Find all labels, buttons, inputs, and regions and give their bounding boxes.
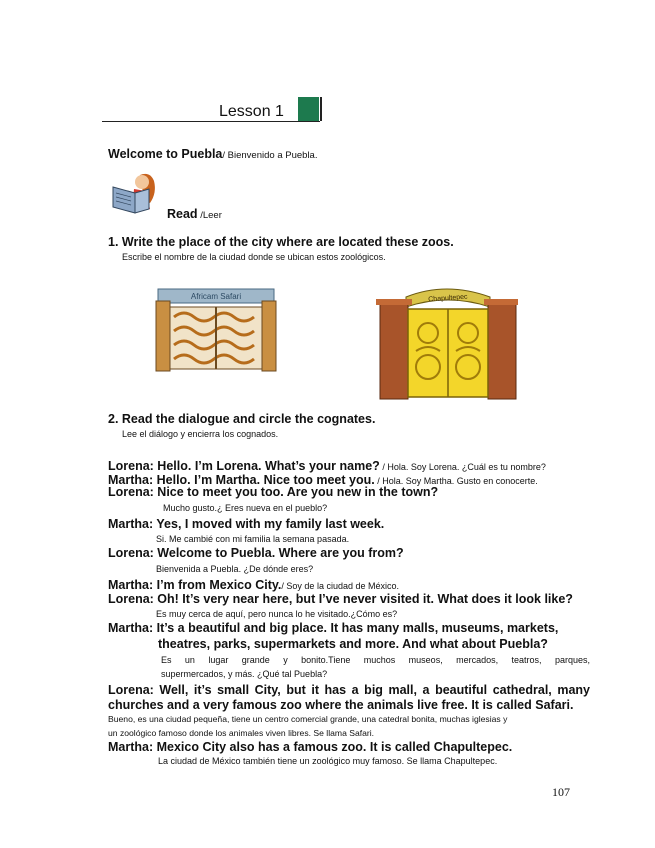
line-5-es: Bienvenida a Puebla. ¿De dónde eres? — [156, 564, 314, 574]
line-4-es: Si. Me cambié con mi familia la semana pasada. — [156, 534, 350, 544]
line-10-en: Martha: Mexico City also has a famous zoo. It is called Chapultepec. — [108, 740, 513, 754]
line-1-en: Lorena: Hello. I’m Lorena. What’s your name? — [108, 459, 380, 473]
q1-title: 1. Write the place of the city where are located these zoos. — [108, 235, 454, 249]
zoo-sign-right: Chapultepec — [428, 293, 468, 304]
page-number: 107 — [552, 785, 570, 799]
q2-subtitle: Lee el diálogo y encierra los cognados. — [122, 429, 279, 439]
line-10-es: La ciudad de México también tiene un zoológico muy famoso. Se llama Chapultepec. — [158, 756, 498, 766]
welcome-line — [108, 147, 317, 161]
lesson-title: Lesson 1 — [219, 103, 284, 120]
q1-subtitle: Escribe el nombre de la ciudad donde se ubican estos zoológicos. — [122, 252, 386, 262]
line-7-es: Es muy cerca de aquí, pero nunca lo he visitado.¿Cómo es? — [156, 609, 398, 619]
zoo-gate-left — [150, 283, 280, 373]
welcome-rest: / Bienvenido a Puebla. — [222, 150, 318, 161]
line-8-en-a: Martha: It’s a beautiful and big place. It has many malls, museums, markets, — [108, 621, 559, 635]
lesson-underline — [102, 121, 320, 122]
line-9-es-b: un zoológico famoso donde los animales viven libres. Se llama Safari. — [108, 728, 375, 738]
line-6-es: / Soy de la ciudad de México. — [281, 581, 399, 591]
read-bold: Read — [167, 207, 198, 221]
line-8-es-a: Es un lugar grande y bonito.Tiene muchos museos, mercados, teatros, parques, — [161, 655, 590, 665]
line-1-es: / Hola. Soy Lorena. ¿Cuál es tu nombre? — [379, 462, 546, 472]
lesson-accent-box — [298, 97, 319, 121]
line-9-en-b: churches and a very famous zoo where the animals live free. It is called Safari. — [108, 698, 574, 712]
q2-title: 2. Read the dialogue and circle the cognates. — [108, 412, 376, 426]
line-5-en: Lorena: Welcome to Puebla. Where are you from? — [108, 546, 404, 560]
line-2-es: / Hola. Soy Martha. Gusto en conocerte. — [374, 476, 538, 486]
zoo-sign-left: Africam Safari — [190, 292, 242, 301]
reading-girl-icon — [110, 169, 162, 217]
line-3-en: Lorena: Nice to meet you too. Are you new in the town? — [108, 485, 439, 499]
line-4-en: Martha: Yes, I moved with my family last week. — [108, 517, 385, 531]
line-9-es-a: Bueno, es una ciudad pequeña, tiene un centro comercial grande, una catedral bonita, muchas iglesias y — [108, 714, 508, 724]
line-9-en-a: Lorena: Well, it’s small City, but it has a big mall, a beautiful cathedral, many — [108, 683, 590, 697]
line-2-en: Martha: Hello. I’m Martha. Nice too meet you. — [108, 473, 375, 487]
line-6-en: Martha: I’m from Mexico City. — [108, 578, 282, 592]
line-3-es: Mucho gusto.¿ Eres nueva en el pueblo? — [163, 503, 328, 513]
welcome-bold: Welcome to Puebla — [108, 147, 223, 161]
read-line — [167, 207, 222, 221]
line-7-en: Lorena: Oh! It’s very near here, but I’ve never visited it. What does it look like? — [108, 592, 573, 606]
read-rest: /Leer — [197, 210, 222, 221]
zoo-gate-right — [376, 281, 518, 401]
line-8-en-b: theatres, parks, supermarkets and more. And what about Puebla? — [158, 637, 548, 651]
line-8-es-b: supermercados, y más. ¿Qué tal Puebla? — [161, 669, 328, 679]
